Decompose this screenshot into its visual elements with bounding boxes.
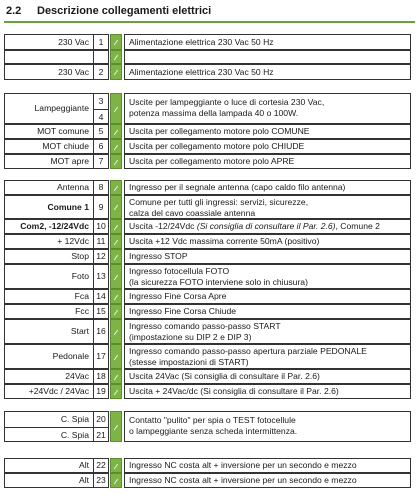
terminal-label: Fca bbox=[4, 289, 94, 304]
terminal-number: 1 bbox=[93, 34, 109, 50]
terminal-screw-icon bbox=[110, 154, 122, 169]
terminal-screw-icon bbox=[110, 344, 122, 369]
terminal-label: 230 Vac bbox=[4, 34, 94, 50]
terminal-description: Uscita -12/24Vdc (Si consiglia di consultare il Par. 2.6) , Comune 2 bbox=[124, 219, 411, 234]
terminal-row-15 bbox=[0, 304, 419, 319]
terminal-row-10 bbox=[0, 219, 419, 234]
terminal-label: Alt bbox=[4, 473, 94, 488]
terminal-row-7 bbox=[0, 154, 419, 169]
terminal-row-13 bbox=[0, 264, 419, 289]
terminal-description: Uscita + 24Vac/dc (Si consiglia di consultare il Par. 2.6) bbox=[124, 384, 411, 399]
terminal-screw-icon bbox=[110, 458, 122, 473]
terminal-row-2 bbox=[0, 64, 419, 80]
terminal-screw-icon bbox=[110, 93, 122, 124]
terminal-row-11 bbox=[0, 234, 419, 249]
terminal-row-22 bbox=[0, 458, 419, 473]
terminal-description: Uscite per lampeggiante o luce di cortesia 230 Vac, potenza massima della lampada 40 o 100W. bbox=[124, 93, 411, 124]
terminal-label: Start bbox=[4, 319, 94, 344]
terminal-number: 14 bbox=[93, 289, 109, 304]
terminal-screw-icon bbox=[110, 304, 122, 319]
terminal-row-19 bbox=[0, 384, 419, 399]
terminal-description: Ingresso Fine Corsa Apre bbox=[124, 289, 411, 304]
terminal-number: 6 bbox=[93, 139, 109, 154]
terminal-label: MOT chiude bbox=[4, 139, 94, 154]
terminal-label-21: C. Spia bbox=[60, 429, 89, 440]
terminal-number: 16 bbox=[93, 319, 109, 344]
terminal-row-18 bbox=[0, 369, 419, 384]
terminal-description: Comune per tutti gli ingressi: servizi, sicurezze, calza del cavo coassiale antenna bbox=[124, 195, 411, 219]
terminal-description: Uscita per collegamento motore polo COMUNE bbox=[124, 124, 411, 139]
terminal-label: +24Vdc / 24Vac bbox=[4, 384, 94, 399]
terminal-number: 11 bbox=[93, 234, 109, 249]
terminal-row-1 bbox=[0, 34, 419, 50]
terminal-number-3: 3 bbox=[94, 94, 108, 110]
terminal-number: 22 bbox=[93, 458, 109, 473]
terminal-screw-icon bbox=[110, 384, 122, 399]
terminal-label: MOT apre bbox=[4, 154, 94, 169]
section-title: Descrizione collegamenti elettrici bbox=[37, 5, 212, 17]
terminal-description: Ingresso fotocellula FOTO (la sicurezza FOTO interviene solo in chiusura) bbox=[124, 264, 411, 289]
terminal-number: 15 bbox=[93, 304, 109, 319]
terminal-label: Alt bbox=[4, 458, 94, 473]
terminal-number: 9 bbox=[93, 195, 109, 219]
terminal-number: 7 bbox=[93, 154, 109, 169]
terminal-number: 17 bbox=[93, 344, 109, 369]
terminal-number: 19 bbox=[93, 384, 109, 399]
terminal-screw-icon bbox=[110, 34, 122, 50]
terminal-number bbox=[93, 50, 109, 64]
terminal-screw-icon bbox=[110, 473, 122, 488]
terminal-label: Pedonale bbox=[4, 344, 94, 369]
terminal-number bbox=[93, 411, 109, 442]
terminal-number bbox=[93, 93, 109, 124]
terminal-label: Fcc bbox=[4, 304, 94, 319]
terminal-row-6 bbox=[0, 139, 419, 154]
terminal-row-14 bbox=[0, 289, 419, 304]
terminal-number: 8 bbox=[93, 180, 109, 195]
terminal-row-9 bbox=[0, 195, 419, 219]
terminal-description: Alimentazione elettrica 230 Vac 50 Hz bbox=[124, 34, 411, 50]
terminal-label: Comune 1 bbox=[4, 195, 94, 219]
terminal-number: 10 bbox=[93, 219, 109, 234]
terminal-screw-icon bbox=[110, 50, 122, 64]
terminal-description: Ingresso NC costa alt + inversione per un secondo e mezzo bbox=[124, 458, 411, 473]
terminal-number: 18 bbox=[93, 369, 109, 384]
terminal-row-16 bbox=[0, 319, 419, 344]
terminal-row-23 bbox=[0, 473, 419, 488]
terminal-label-20: C. Spia bbox=[5, 412, 93, 428]
terminal-screw-icon bbox=[110, 234, 122, 249]
terminal-number: 5 bbox=[93, 124, 109, 139]
terminal-row-8 bbox=[0, 180, 419, 195]
terminal-screw-icon bbox=[110, 180, 122, 195]
terminal-label: Stop bbox=[4, 249, 94, 264]
terminal-description: Uscita per collegamento motore polo APRE bbox=[124, 154, 411, 169]
terminal-number: 13 bbox=[93, 264, 109, 289]
terminal-description: Contatto "pulito" per spia o TEST fotocellule o lampeggiante senza scheda intermittenza. bbox=[124, 411, 411, 442]
terminal-screw-icon bbox=[110, 264, 122, 289]
terminal-screw-icon bbox=[110, 64, 122, 80]
terminal-label: 24Vac bbox=[4, 369, 94, 384]
terminal-number: 12 bbox=[93, 249, 109, 264]
terminal-screw-icon bbox=[110, 139, 122, 154]
terminal-row-3-4 bbox=[0, 93, 419, 124]
terminal-number: 23 bbox=[93, 473, 109, 488]
section-header bbox=[4, 2, 415, 23]
terminal-description: Uscita 24Vac (Si consiglia di consultare il Par. 2.6) bbox=[124, 369, 411, 384]
terminal-description: Ingresso comando passo-passo START (impostazione su DIP 2 e DIP 3) bbox=[124, 319, 411, 344]
terminal-label: Com2, -12/24Vdc bbox=[4, 219, 94, 234]
terminal-row-empty bbox=[0, 50, 419, 64]
terminal-row-20-21 bbox=[0, 411, 419, 442]
terminal-description: Alimentazione elettrica 230 Vac 50 Hz bbox=[124, 64, 411, 80]
terminal-label: Lampeggiante bbox=[4, 93, 94, 124]
terminal-number-20: 20 bbox=[94, 412, 108, 428]
terminal-number-21: 21 bbox=[96, 429, 106, 440]
terminal-label: + 12Vdc bbox=[4, 234, 94, 249]
terminal-screw-icon bbox=[110, 219, 122, 234]
terminal-number-4: 4 bbox=[98, 111, 104, 122]
terminal-screw-icon bbox=[110, 289, 122, 304]
terminal-screw-icon bbox=[110, 319, 122, 344]
terminal-screw-icon bbox=[110, 249, 122, 264]
terminal-screw-icon bbox=[110, 369, 122, 384]
terminal-number: 2 bbox=[93, 64, 109, 80]
terminal-label: MOT comune bbox=[4, 124, 94, 139]
terminal-row-5 bbox=[0, 124, 419, 139]
terminal-label: Foto bbox=[4, 264, 94, 289]
terminal-description bbox=[124, 50, 411, 64]
terminal-screw-icon bbox=[110, 124, 122, 139]
terminal-label bbox=[4, 50, 94, 64]
terminal-description: Ingresso per il segnale antenna (capo caldo filo antenna) bbox=[124, 180, 411, 195]
terminal-screw-icon bbox=[110, 411, 122, 442]
terminal-description: Ingresso STOP bbox=[124, 249, 411, 264]
terminal-row-17 bbox=[0, 344, 419, 369]
terminal-row-12 bbox=[0, 249, 419, 264]
terminal-screw-icon bbox=[110, 195, 122, 219]
terminal-description: Ingresso comando passo-passo apertura parziale PEDONALE (stesse impostazioni di START) bbox=[124, 344, 411, 369]
terminal-label bbox=[4, 411, 94, 442]
section-number: 2.2 bbox=[6, 5, 22, 17]
terminal-description: Ingresso Fine Corsa Chiude bbox=[124, 304, 411, 319]
terminal-description: Uscita per collegamento motore polo CHIUDE bbox=[124, 139, 411, 154]
terminal-label: 230 Vac bbox=[4, 64, 94, 80]
terminal-label: Antenna bbox=[4, 180, 94, 195]
terminal-description: Ingresso NC costa alt + inversione per un secondo e mezzo bbox=[124, 473, 411, 488]
terminal-description: Uscita +12 Vdc massima corrente 50mA (positivo) bbox=[124, 234, 411, 249]
